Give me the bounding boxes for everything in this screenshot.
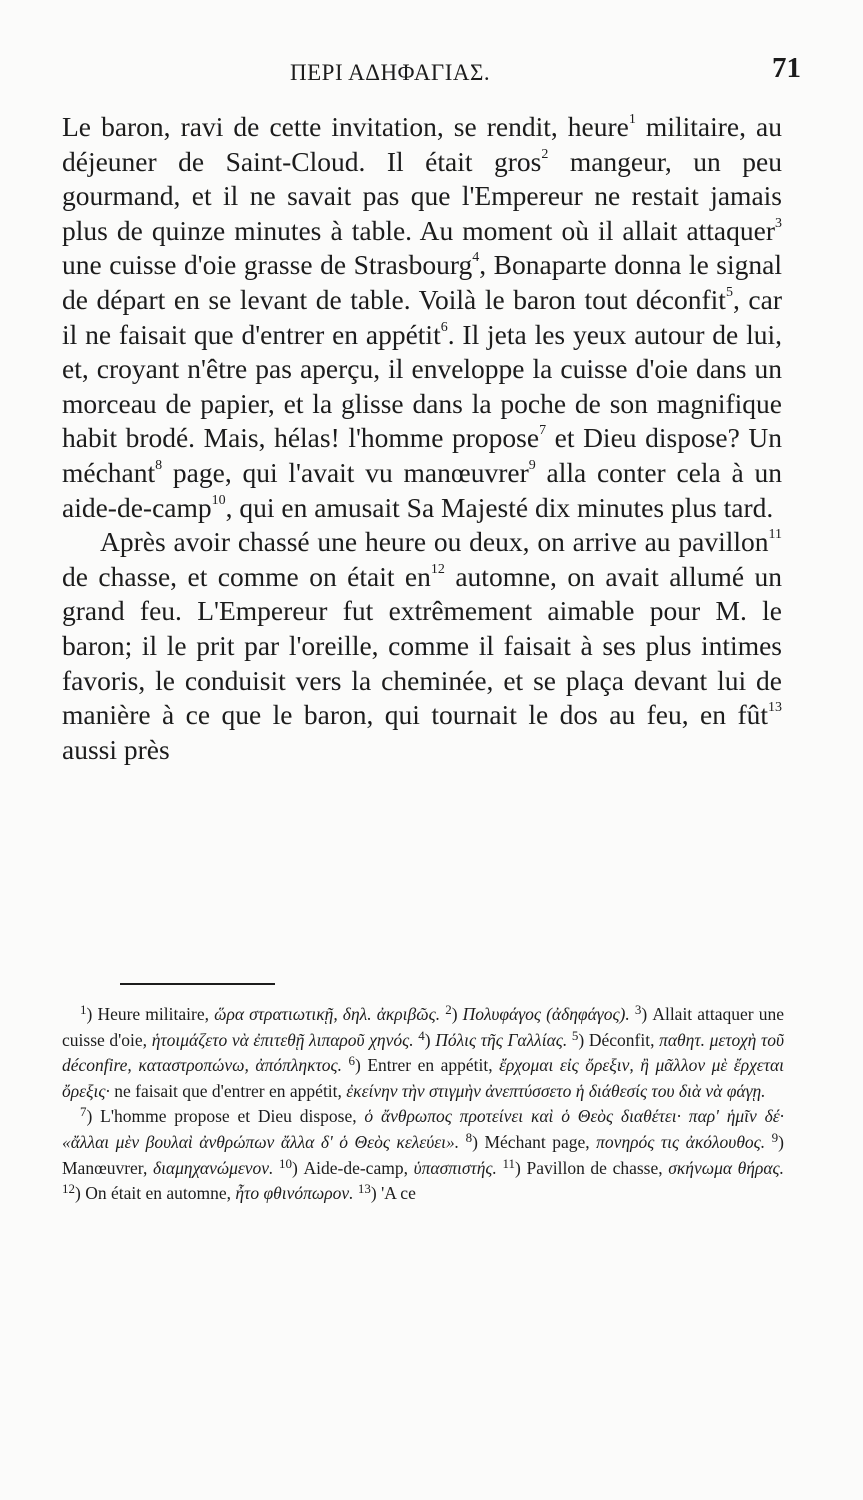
greek-gloss: ἐκείνην τὴν στιγμὴν ἀνεπτύσσετο ἡ διάθεσίς του διὰ νὰ φάγῃ. xyxy=(346,1080,766,1101)
running-title: ΠΕΡΙ ΑΔΗΦΑΓΙΑΣ. xyxy=(290,60,491,85)
footnote-number: 3 xyxy=(634,1002,642,1017)
footnote-ref: 12 xyxy=(430,561,445,577)
footnote-ref: 1 xyxy=(628,112,636,127)
greek-gloss: σκήνωμα θήρας. xyxy=(668,1157,785,1178)
text-run: Après avoir chassé une heure ou deux, on arrive au pavillon xyxy=(100,526,769,558)
footnote-ref: 8 xyxy=(155,457,163,473)
running-head xyxy=(62,52,801,92)
greek-gloss: ἔρχομαι εἰς ὄρεξιν, ἢ μᾶλλον μὲ ἔρχεται ὄρεξις· xyxy=(62,1055,785,1101)
text-run: . Il jeta les yeux autour de lui, et, croyant n'être pas aperçu, il enveloppe la cuisse d'oie dans un morceau de papier, et la glisse dans la poche de son magnifique habit brodé. Mais, hélas! l'homme propose xyxy=(62,318,782,454)
footnote-text: ) Allait attaquer une cuisse d'oie, xyxy=(62,1004,785,1050)
text-run: de chasse, et comme on était en xyxy=(62,560,431,592)
text-run: et Dieu dispose? Un méchant xyxy=(62,422,782,488)
greek-gloss: ὑπασπιστής. xyxy=(413,1157,497,1178)
footnote-number: 1 xyxy=(80,1002,87,1017)
text-run: , car il ne faisait que d'entrer en appétit xyxy=(62,283,782,350)
footnote-divider xyxy=(120,983,275,985)
footnote-number: 4 xyxy=(418,1027,425,1043)
text-run: page, qui l'avait vu manœuvrer xyxy=(162,456,529,488)
text-run: aussi près xyxy=(62,733,170,765)
footnote-text: ) Aide-de-camp, xyxy=(292,1157,414,1178)
footnote-number: 5 xyxy=(571,1027,579,1043)
paragraph xyxy=(62,525,782,767)
greek-gloss: Πόλις τῆς Γαλλίας. xyxy=(435,1029,568,1050)
footnote-number: 7 xyxy=(80,1104,87,1120)
greek-gloss: Πολυφάγος (ἀδηφάγος). xyxy=(462,1004,630,1024)
footnote-number: 11 xyxy=(502,1155,516,1171)
text-run: automne, on avait allumé un grand feu. L'Empereur fut extrêmement aimable pour M. le baron; il le prit par l'oreille, comme il faisait à ses plus intimes favoris, le conduisit vers la cheminée, et se plaça devant lui de manière à ce que le baron, qui tournait le dos au feu, en fût xyxy=(62,560,782,731)
footnote-text: ) Entrer en appétit, xyxy=(355,1055,500,1076)
footnote-text: ) L'homme propose et Dieu dispose, xyxy=(86,1106,365,1127)
footnote-text: ) Déconfit, xyxy=(578,1029,660,1050)
footnote-text: ) On était en automne, xyxy=(75,1183,236,1204)
greek-gloss: διαμηχανώμενον. xyxy=(152,1157,274,1178)
footnote-number: 10 xyxy=(279,1155,293,1171)
greek-gloss: ὁ ἄνθρωπος προτείνει καὶ ὁ Θεὸς διαθέτει· παρ' ἡμῖν δέ· «ἄλλαι μὲν βουλαὶ ἀνθρώπων ἄλλα δ' ὁ Θεὸς κελεύει». xyxy=(62,1106,785,1152)
footnote-number: 8 xyxy=(465,1129,473,1145)
text-run: , Bonaparte donna le signal de départ en se levant de table. Voilà le baron tout déconfit xyxy=(62,249,782,315)
footnotes xyxy=(62,1002,784,1207)
text-run: une cuisse d'oie grasse de Strasbourg xyxy=(62,249,473,281)
footnote-text: ) Heure militaire, xyxy=(86,1004,215,1024)
text-run: mangeur, un peu gourmand, et il ne savait pas que l'Empereur ne restait jamais plus de quinze minutes à table. Au moment où il allait attaquer xyxy=(62,145,782,246)
footnote-text: ) xyxy=(451,1004,463,1024)
footnote-ref: 5 xyxy=(725,284,733,300)
footnote-ref: 9 xyxy=(528,457,536,473)
footnote-number: 12 xyxy=(62,1181,75,1197)
footnote-text: ) 'A ce xyxy=(370,1183,416,1204)
greek-gloss: παθητ. μετοχὴ τοῦ déconfire, καταστροπώνω, ἀπόπληκτος. xyxy=(62,1029,784,1076)
footnote-ref: 11 xyxy=(768,527,782,543)
footnote-ref: 13 xyxy=(768,700,782,716)
footnote-ref: 10 xyxy=(211,492,226,508)
footnote-ref: 6 xyxy=(440,319,448,335)
footnote-text: ) Méchant page, xyxy=(472,1131,597,1152)
text-run: militaire, au déjeuner de Saint-Cloud. Il était gros xyxy=(62,111,782,177)
text-run: , qui en amusait Sa Majesté dix minutes plus tard. xyxy=(225,491,774,523)
footnote-ref: 4 xyxy=(472,250,480,266)
main-text xyxy=(62,110,782,767)
footnote-number: 13 xyxy=(357,1181,371,1197)
paragraph xyxy=(62,110,782,525)
footnote-number: 2 xyxy=(445,1002,452,1017)
page-number: 71 xyxy=(772,52,801,84)
footnote-ref: 7 xyxy=(539,423,547,439)
greek-gloss: ἦτο φθινόπωρον. xyxy=(235,1183,354,1204)
greek-gloss: ἡτοιμάζετο νὰ ἐπιτεθῇ λιπαροῦ χηνός. xyxy=(151,1029,414,1050)
footnote-block xyxy=(62,1104,784,1206)
footnote-number: 9 xyxy=(771,1129,779,1145)
footnote-block xyxy=(62,1002,784,1104)
footnote-text: ) xyxy=(424,1029,436,1050)
footnote-ref: 2 xyxy=(541,146,549,162)
footnote-text: ) Manœuvrer, xyxy=(62,1131,784,1178)
footnote-text: ne faisait que d'entrer en appétit, xyxy=(109,1080,347,1101)
text-run: alla conter cela à un aide-de-camp xyxy=(62,456,782,523)
footnote-number: 6 xyxy=(348,1053,356,1069)
text-run: Le baron, ravi de cette invitation, se rendit, heure xyxy=(62,111,629,142)
greek-gloss: ὥρα στρατιωτικῇ, δηλ. ἀκριβῶς. xyxy=(214,1004,441,1024)
footnote-text: ) Pavillon de chasse, xyxy=(515,1157,669,1178)
greek-gloss: πονηρός τις ἀκόλουθος. xyxy=(596,1131,766,1152)
footnote-ref: 3 xyxy=(775,215,782,231)
